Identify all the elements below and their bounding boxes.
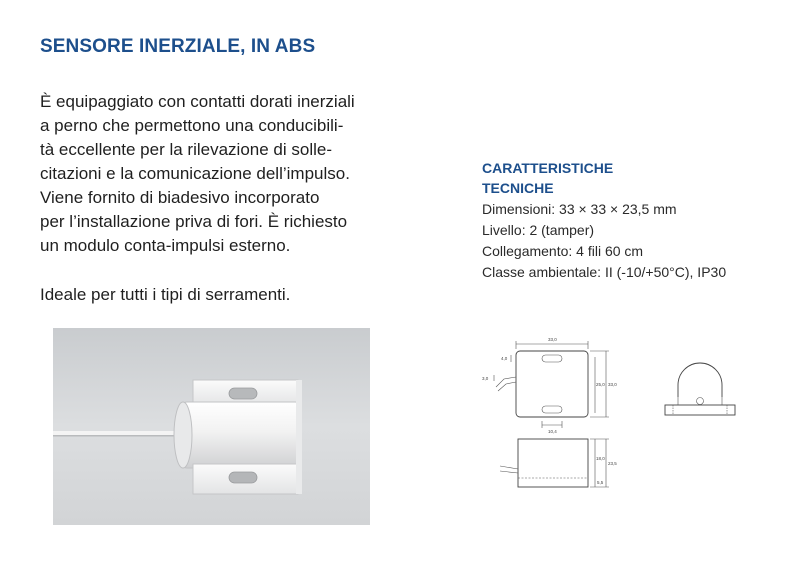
- description-line: tà eccellente per la rilevazione di solle-: [40, 140, 332, 159]
- description-line: citazioni e la comunicazione dell’impulso.: [40, 164, 350, 183]
- spec-dimensions: Dimensioni: 33 × 33 × 23,5 mm: [482, 201, 677, 217]
- dim-side-base-label: 5,5: [597, 480, 604, 485]
- dim-wire-label: 3,0: [482, 376, 489, 381]
- specs-heading: [482, 158, 772, 198]
- technical-specs: [482, 158, 772, 283]
- dim-side-upper-label: 18,0: [596, 456, 605, 461]
- description-line: Viene fornito di biadesivo incorporato: [40, 188, 320, 207]
- dim-inner-height-label: 25,0: [596, 382, 605, 387]
- dim-side-total-label: 23,5: [608, 461, 617, 466]
- spec-environment: Classe ambientale: II (-10/+50°C), IP30: [482, 264, 727, 280]
- dim-width-label: 33,0: [548, 337, 557, 342]
- description-line: È equipaggiato con contatti dorati inerziali: [40, 92, 355, 111]
- product-description: [40, 90, 418, 258]
- description-line: per l’installazione priva di fori. È richiesto: [40, 212, 348, 231]
- dim-bottom-label: 10,4: [548, 429, 557, 434]
- product-photo: [53, 328, 370, 525]
- dim-hole-label: 4,0: [501, 356, 508, 361]
- product-title: SENSORE INERZIALE, IN ABS: [40, 36, 316, 57]
- description-line: un modulo conta-impulsi esterno.: [40, 236, 291, 255]
- specs-heading-line1: CARATTERISTICHE: [482, 160, 614, 176]
- technical-drawing: [478, 335, 748, 495]
- spec-connection: Collegamento: 4 fili 60 cm: [482, 243, 644, 259]
- specs-heading-line2: TECNICHE: [482, 180, 554, 196]
- spec-level: Livello: 2 (tamper): [482, 222, 595, 238]
- ideal-usage: Ideale per tutti i tipi di serramenti.: [40, 285, 291, 304]
- description-line: a perno che permettono una conducibili-: [40, 116, 344, 135]
- dim-height-label: 33,0: [608, 382, 617, 387]
